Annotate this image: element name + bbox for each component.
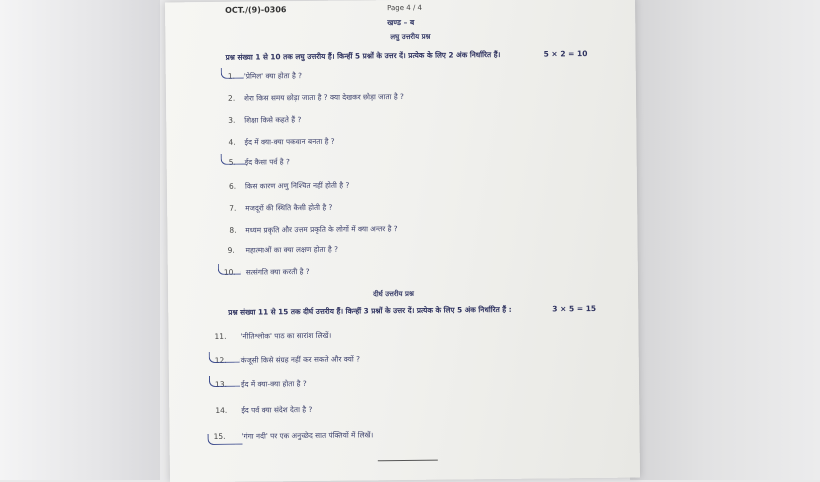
question-text: ईद कैसा पर्व है ? (244, 157, 290, 167)
pen-tick-mark (221, 154, 246, 165)
question-text: सत्संगति क्या करती है ? (245, 266, 310, 277)
short-answer-heading: लघु उत्तरीय प्रश्न (390, 32, 431, 42)
question-text: महात्माओं का क्या लक्षण होता है ? (245, 244, 338, 255)
question-text: मजदूरों की स्थिति कैसी होती है ? (245, 202, 333, 213)
pen-tick-mark (218, 264, 241, 275)
question-number: 11. (214, 331, 227, 341)
pen-tick-mark (221, 68, 244, 79)
question-text: ईद में क्या-क्या पकवान बनता है ? (244, 136, 335, 147)
question-text: 'नीतिश्लोक' पाठ का सारांश लिखें। (240, 330, 332, 341)
pen-tick-mark (208, 431, 243, 445)
question-text: ईद पर्व क्या संदेश देता है ? (241, 404, 313, 415)
question-number: 9. (227, 245, 235, 255)
question-text: शेरा किस समय छोड़ा जाता है ? क्या देखकर छोड़ा जाता है ? (243, 91, 404, 103)
question-text: मध्यम प्रकृति और उत्तम प्रकृति के लोगों में क्या अन्तर है ? (245, 224, 398, 235)
question-number: 1. (227, 71, 235, 81)
short-instruction: प्रश्न संख्या 1 से 10 तक लघु उत्तरीय हैं। किन्हीं 5 प्रश्नों के उत्तर दें। प्रत्येक के लिए 2 अंक निर्धारित हैं। (225, 49, 501, 62)
question-number: 7. (229, 203, 237, 213)
long-answer-heading: दीर्घ उत्तरीय प्रश्न (373, 289, 415, 299)
paper-code: OCT./(9)-0306 (225, 5, 287, 15)
background-left (0, 0, 160, 480)
question-number: 2. (227, 93, 236, 103)
question-number: 3. (228, 115, 236, 125)
short-marks: 5 × 2 = 10 (543, 49, 588, 59)
background-right (630, 0, 820, 480)
question-text: ईद में क्या-क्या होता है ? (240, 378, 307, 389)
pen-tick-mark (209, 376, 240, 387)
section-title: खण्ड – ब (387, 17, 415, 28)
question-text: किस कारण अणु निश्चित नहीं होती है ? (244, 180, 350, 191)
question-number: 5. (228, 157, 236, 167)
pen-tick-mark (209, 352, 240, 363)
page-number: Page 4 / 4 (387, 3, 423, 13)
question-number: 6. (228, 181, 237, 191)
question-number: 13. (214, 379, 227, 389)
long-instruction: प्रश्न संख्या 11 से 15 तक दीर्घ उत्तरीय हैं। किन्हीं 3 प्रश्नों के उत्तर दें। प्रत्येक के लिए 5 अंक निर्धारित हैं : (228, 304, 512, 317)
question-text: 'गंगा नदी' पर एक अनुच्छेद सात पंक्तियों में लिखें। (241, 430, 374, 441)
question-text: शिक्षा किसे कहते हैं ? (244, 115, 302, 125)
question-number: 4. (228, 137, 236, 147)
end-rule (378, 460, 438, 462)
exam-paper (165, 0, 640, 482)
question-number: 8. (229, 225, 237, 235)
question-number: 14. (215, 405, 228, 415)
question-number: 15. (213, 431, 226, 441)
question-text: 'प्रेमिल' क्या होता है ? (243, 71, 303, 81)
question-number: 12. (214, 355, 227, 365)
question-number: 10. (223, 267, 236, 277)
question-text: कंजूसी किसे संग्रह नहीं कर सकते और क्यों ? (240, 354, 361, 365)
long-marks: 3 × 5 = 15 (552, 303, 597, 314)
